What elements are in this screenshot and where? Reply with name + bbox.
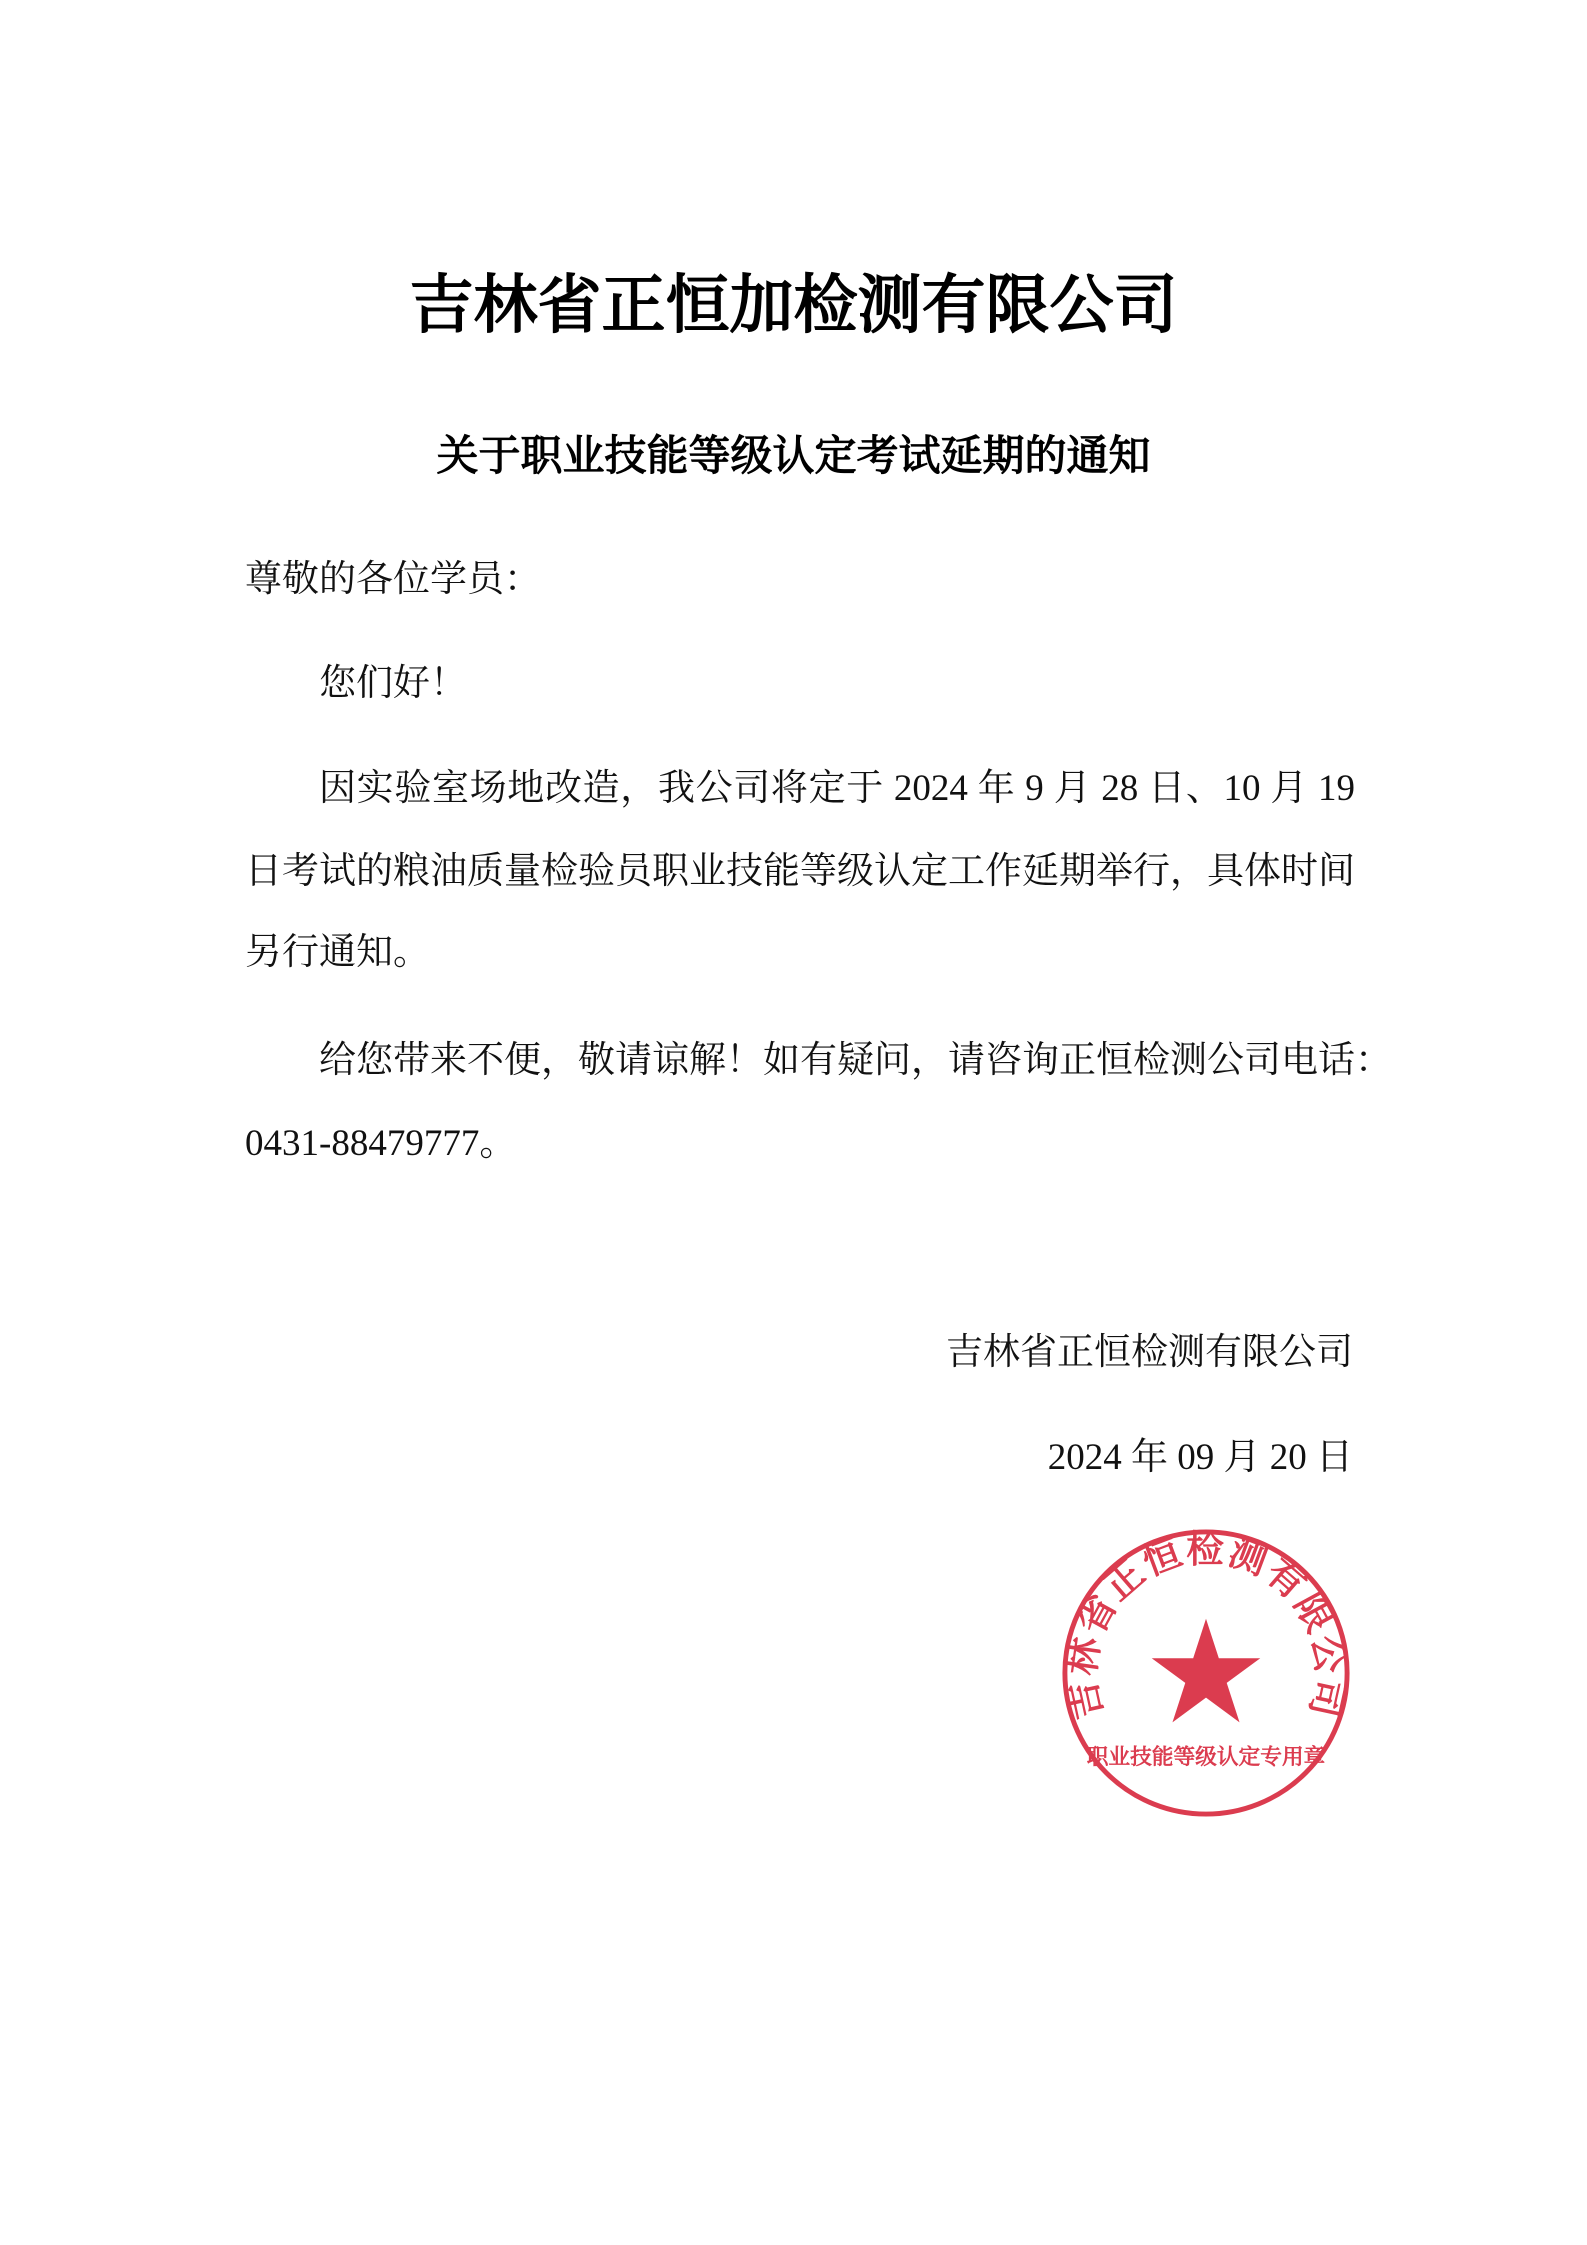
paragraph2-line: 给您带来不便，敬请谅解！如有疑问，请咨询正恒检测公司电话：	[319, 1040, 1392, 1081]
company-title: 吉林省正恒加检测有限公司	[409, 269, 1178, 341]
svg-text:吉林省正恒检测有限公司: 吉林省正恒检测有限公司	[1060, 1528, 1352, 1723]
paragraph1-line: 另行通知。	[245, 932, 430, 973]
signature-company: 吉林省正恒检测有限公司	[946, 1332, 1353, 1373]
star-icon	[1152, 1619, 1261, 1723]
signature-date: 2024 年 09 月 20 日	[1047, 1437, 1353, 1478]
paragraph1-line: 因实验室场地改造，我公司将定于 2024 年 9 月 28 日、10 月 19	[319, 768, 1355, 809]
notice-title: 关于职业技能等级认定考试延期的通知	[436, 432, 1151, 479]
salutation: 尊敬的各位学员：	[245, 559, 541, 600]
greeting: 您们好！	[319, 663, 467, 704]
paragraph2-line: 0431-88479777。	[245, 1123, 517, 1164]
paragraph1-line: 日考试的粮油质量检验员职业技能等级认定工作延期举行，具体时间	[245, 851, 1355, 892]
company-seal	[1058, 1525, 1354, 1821]
svg-text:职业技能等级认定专用章: 职业技能等级认定专用章	[1086, 1743, 1326, 1769]
